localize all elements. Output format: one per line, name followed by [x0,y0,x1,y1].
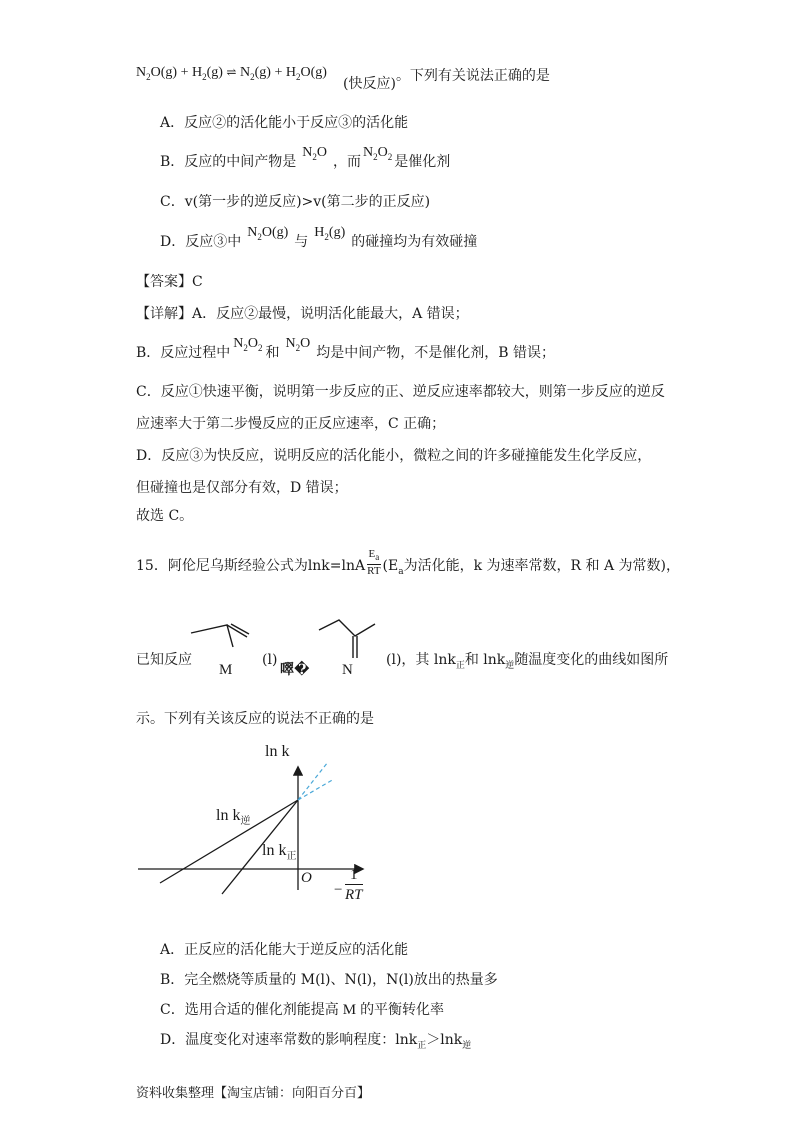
q15-known-prefix: 已知反应 [136,652,192,668]
graph-y-label: ln k [265,743,290,760]
q15-garbled-arrow: 噿� [280,662,310,678]
graph-x-label: 1 RT [345,867,363,903]
q14-option-c: C．v(第一步的逆反应)>v(第二步的正反应) [160,194,431,210]
molecule-m-structure [185,615,265,665]
graph-label-lnk-forward: $\ln k_正$ [262,842,297,863]
q14-option-d: D．反应③中$N_2O(g)$与$H_2(g)$的碰撞均为有效碰撞 [160,225,478,250]
molecule-n-structure [315,612,395,664]
q14-option-a: A．反应②的活化能小于反应③的活化能 [160,115,409,131]
q14-detail-line5: D．反应③为快反应，说明反应的活化能小，微粒之间的许多碰撞能发生化学反应， [136,448,652,464]
q14-detail-line1: 【详解】A．反应②最慢，说明活化能最大，A 错误； [136,306,469,322]
q15-option-c: C．选用合适的催化剂能提高 M 的平衡转化率 [160,1002,445,1018]
q15-option-a: A．正反应的活化能大于逆反应的活化能 [160,942,409,958]
q14-answer: 【答案】C [136,274,203,290]
q15-state-1: (l) [262,652,278,668]
molecule-n-label: N [342,662,353,678]
arrhenius-fraction: $\frac{E_a}{RT}$ [367,548,381,578]
q15-stem: 15．阿伦尼乌斯经验公式为lnk=lnA $\frac{E_a}{RT}$ ($E_a$为活化能，k 为速率常数，R 和 A 为常数)， [136,548,681,578]
molecule-m-label: M [219,662,233,678]
equilibrium-arrow: ⇌ [226,65,237,79]
q14-detail-line2: B．反应过程中$N_2O_2$ 和$N_2O$均是中间产物，不是催化剂，B 错误； [136,336,556,361]
q15-stem-line2: 示。下列有关该反应的说法不正确的是 [136,711,374,727]
dashed-extension-forward [298,762,328,800]
graph-x-minus: − [334,882,343,898]
page-footer: 资料收集整理【淘宝店铺：向阳百分百】 [136,1086,371,1101]
graph-origin-label: O [301,870,312,886]
q15-option-d: D．温度变化对速率常数的影响程度：lnk$_正$＞lnk$_逆$ [160,1032,472,1051]
dashed-extension-reverse [298,779,334,800]
q14-detail-line7: 故选 C。 [136,508,194,524]
q14-detail-line4: 应速率大于第二步慢反应的正反应速率，C 正确； [136,416,446,432]
question-14-prompt: (快反应)。下列有关说法正确的是 [343,68,550,92]
reaction-3-equation: $N_2O(g) + H_2(g)$ ⇌ $N_2(g) + H_2O(g)$ [136,65,327,82]
q14-detail-line3: C．反应①快速平衡，说明第一步反应的正、逆反应速率都较大，则第一步反应的逆反 [136,384,665,400]
q15-option-b: B．完全燃烧等质量的 M(l)、N(l)，N(l)放出的热量多 [160,972,498,988]
q14-option-b: B．反应的中间产物是$N_2O$，而$N_2O_2$ 是催化剂 [160,145,451,170]
q15-known-suffix: (l)，其 lnk$_正$和 lnk$_逆$随温度变化的曲线如图所 [386,652,669,671]
q14-detail-line6: 但碰撞也是仅部分有效，D 错误； [136,480,348,496]
graph-label-lnk-reverse: $\ln k_逆$ [216,807,251,828]
